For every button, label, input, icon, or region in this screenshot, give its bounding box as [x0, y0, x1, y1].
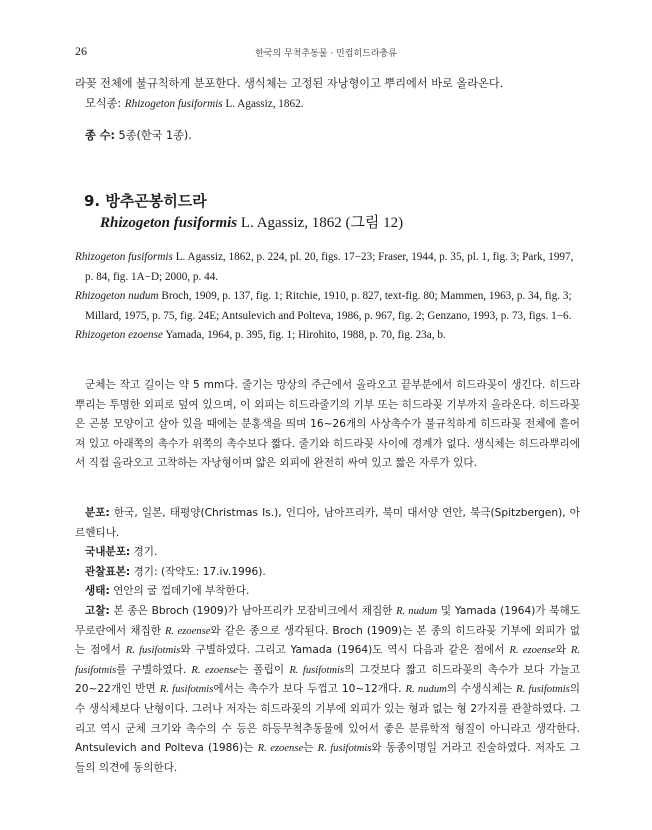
remarks-taxon-name: R. ezoense: [509, 645, 556, 657]
section-sci-name: [100, 211, 403, 232]
details-block: [75, 504, 580, 778]
remarks-taxon-name: R. ezoense: [165, 625, 211, 637]
remarks-text: 를 구별하였다.: [116, 663, 192, 676]
remarks-taxon-name: R. fusifotmis: [159, 684, 214, 696]
synonym-name: Rhizogeton ezoense: [75, 329, 163, 341]
section-title: 9. 방추곤봉히드라: [84, 192, 207, 210]
species-count-line: [75, 126, 580, 146]
remarks-text: 에서는 촉수가 보다 두껍고 10~12개다.: [213, 683, 406, 696]
synonym-entry: [75, 248, 580, 287]
remarks-text: 의 수 생식체보다 난형이다. 그러나 저자는 히드라꽂의 기부에 외피가 있는 형과 없는 형 2가지를 관찰하였다. 그리고 역시 군체 크기와 촉수의 수 등은 하등무척추동물에 있어서 좋은 분류학적 형질이 아니라고 생각한다. Antsulevich and Polteva (1986)는: [75, 683, 581, 755]
remarks-text: 본 종은 Bbroch (1909)가 남아프리카 모잠비크에서 채집한: [109, 604, 397, 617]
remarks-taxon-name: R. fusifotmis: [125, 645, 181, 657]
description-paragraph: 군체는 작고 길이는 약 5 mm다. 줄기는 망상의 주근에서 올라오고 끝부분에서 히드라꽂이 생긴다. 히드라뿌리는 투명한 외피로 덮여 있으며, 이 외피는 히드라줄기의 기부 또는 히드라꽂 기부까지 올라온다. 히드라꽂은 곤봉 모양이고 살아 있을 때에는 분홍색을 띄며 16~26개의 사상촉수가 불규칙하게 히드라꽂 전체에 흩어져 있고 아래쪽의 촉수가 위쪽의 촉수보다 짧다. 줄기와 히드라꽂 사이에 경계가 없다. 생식체는 히드라뿌리에서 직접 올라오고 고착하는 자낭형이며 얇은 외피에 완전히 싸여 있고 짧은 자루가 있다.: [75, 379, 580, 470]
species-count-value: 5종(한국 1종).: [114, 129, 192, 142]
domestic-label: 국내분포:: [85, 546, 131, 559]
remarks-paragraph: [75, 602, 580, 778]
synonym-name: Rhizogeton fusiformis: [75, 251, 173, 263]
remarks-taxon-name: R. nudum: [396, 605, 438, 617]
domestic-text: 경기.: [130, 546, 158, 559]
remarks-text: 와 동종이명일 거라고 진술하였다. 저자도 그들의 의견에 동의한다.: [75, 742, 580, 774]
specimen-line: [75, 563, 580, 583]
page-number: 26: [75, 44, 87, 58]
remarks-taxon-name: R. fusifotmis: [75, 645, 580, 676]
remarks-label: 고찰:: [85, 604, 110, 617]
synonym-entry: [75, 326, 580, 346]
synonym-ref: Broch, 1909, p. 137, fig. 1; Ritchie, 1910, p. 827, text-fig. 80; Mammen, 1963, p. 34, fig. 3; Millard, 1975, p. 75, fig. 24E; Antsulevich and Polteva, 1986, p. 967, fig. 2; Genzano, 1993, p. 73, figs. 1−6.: [85, 290, 572, 322]
specimen-label: 관찰표본:: [85, 565, 131, 578]
remarks-text: 는 폴립이: [237, 663, 290, 676]
synonymy-list: [75, 248, 580, 346]
remarks-text: 와: [555, 644, 571, 657]
distribution-text: 한국, 일본, 태평양(Christmas Is.), 인디아, 남아프리카, 북미 대서양 연안, 북극(Spitzbergen), 아르헨티나.: [75, 507, 580, 539]
sci-name-rest: L. Agassiz, 1862 (그림 12): [237, 215, 404, 231]
species-count-label: 종 수:: [85, 129, 115, 142]
synonym-name: Rhizogeton nudum: [75, 290, 159, 302]
ecology-text: 연안의 굴 껍데기에 부착한다.: [109, 585, 250, 598]
remarks-text: 의 수생식체는: [446, 683, 517, 696]
synonym-ref: L. Agassiz, 1862, p. 224, pl. 20, figs. 17−23; Fraser, 1944, p. 35, pl. 1, fig. 3; Park, 1997, p. 84, fig. 1A−D; 2000, p. 44.: [85, 251, 574, 283]
type-species-name: Rhizogeton fusiformis: [124, 97, 223, 110]
distribution-line: [75, 504, 580, 543]
synonym-ref: Yamada, 1964, p. 395, fig. 1; Hirohito, 1988, p. 70, fig. 23a, b.: [162, 329, 446, 341]
remarks-taxon-name: R. ezoense: [191, 664, 238, 676]
species-count-block: [75, 126, 580, 146]
type-species-author: L. Agassiz, 1862.: [222, 97, 304, 110]
domestic-distribution-line: [75, 543, 580, 563]
type-species-line: [75, 94, 580, 115]
distribution-label: 분포:: [85, 507, 110, 519]
remarks-text: 와 같은 종으로 생각된다. Broch (1909)는 본 종의 히드라꽂 기부에 외피가 없는 점에서: [75, 624, 580, 657]
remarks-text: 및 Yamada (1964)가 북해도 무로란에서 채집한: [75, 604, 580, 637]
description-block: [75, 376, 580, 474]
ecology-label: 생태:: [85, 585, 110, 598]
intro-block: [75, 74, 580, 114]
remarks-taxon-name: R. fusifotmis: [516, 684, 570, 696]
remarks-text: 는: [303, 742, 318, 755]
remarks-taxon-name: R. ezoense: [257, 743, 304, 755]
remarks-taxon-name: R. fusifotmis: [317, 743, 372, 755]
remarks-taxon-name: R. nudum: [405, 684, 447, 696]
sci-name-italic: Rhizogeton fusiformis: [100, 215, 238, 231]
remarks-text: 와 구별하였다. 그리고 Yamada (1964)도 역시 다음과 같은 점에서: [180, 644, 510, 657]
ecology-line: [75, 582, 580, 602]
intro-line: 라꽂 전체에 불규칙하게 분포한다. 생식체는 고정된 자낭형이고 뿌리에서 바로 올라온다.: [75, 77, 504, 90]
specimen-text: 경기: (작약도: 17.iv.1996).: [130, 565, 266, 578]
synonym-entry: [75, 287, 580, 326]
type-species-label: 모식종:: [85, 96, 122, 110]
running-title: 한국의 무척추동물 · 민컵히드라충류: [255, 49, 397, 59]
remarks-text: 의 그것보다 짧고 히드라꽂의 촉수가 보다 가늘고 20~22개인 반면: [75, 663, 581, 696]
remarks-taxon-name: R. fusifotmis: [289, 664, 345, 676]
